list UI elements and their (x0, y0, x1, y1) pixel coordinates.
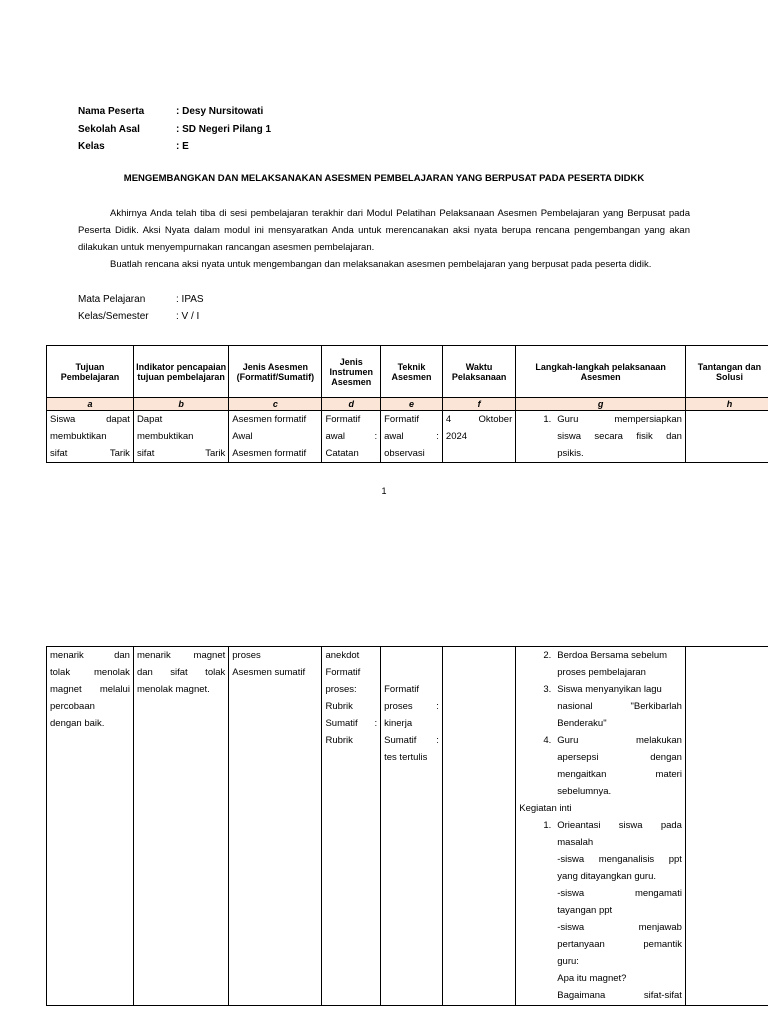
cell-line: mengaitkan materi (557, 769, 682, 780)
intro-paragraph (78, 205, 690, 273)
cell-c (229, 647, 322, 1006)
step-item (519, 817, 682, 1004)
cell-c (229, 411, 322, 463)
cell-line: -siswa mengamati (557, 888, 682, 899)
header-tujuan: Tujuan Pembelajaran (47, 346, 134, 398)
subject-value: : IPAS (176, 294, 204, 305)
info-label: Kelas (78, 141, 105, 152)
step-text (557, 647, 682, 681)
cell-line: Guru mempersiapkan (557, 414, 682, 425)
letter-d: d (322, 398, 381, 411)
cell-line: Formatif (325, 414, 361, 425)
step-text (557, 681, 682, 732)
step-text (557, 817, 682, 1004)
header-indikator: Indikator pencapaian tujuan pembelajaran (133, 346, 228, 398)
cell-line: nasional "Berkibarlah (557, 701, 682, 712)
cell-line: Siswa menyanyikan lagu (557, 684, 662, 695)
cell-line: Guru melakukan (557, 735, 682, 746)
participant-info (78, 103, 271, 156)
cell-line: Asesmen formatif (232, 414, 307, 425)
letter-row (47, 398, 768, 411)
section-label: Kegiatan inti (519, 803, 572, 814)
step-text (557, 732, 682, 800)
cell-line: proses (232, 650, 261, 661)
semester-label: Kelas/Semester (78, 311, 149, 322)
cell-line: tayangan ppt (557, 905, 613, 916)
cell-h (685, 411, 768, 463)
cell-line: observasi (384, 448, 425, 459)
asesmen-table-page2 (46, 646, 768, 1006)
cell-line: sebelumnya. (557, 786, 612, 797)
step-text (557, 411, 682, 462)
cell-line: sifat Tarik (136, 448, 226, 459)
cell-line: Rubrik (325, 701, 353, 712)
intro-p1: Akhirnya Anda telah tiba di sesi pembelajaran terakhir dari Modul Pelatihan Pelaksanaan Asesmen Pembelajaran yang Berpusat pada Peserta Didik. Aksi Nyata dalam modul ini mensyaratkan Anda untuk merencanakan aksi nyata berupa rencana pengembangan yang akan dilakukan untuk menyempurnakan rancangan asesmen pembelajaran. (78, 208, 690, 253)
step-number: 2. (543, 650, 552, 661)
info-value: : Desy Nursitowati (176, 106, 264, 117)
cell-g (516, 647, 686, 1006)
step-number: 3. (543, 684, 552, 695)
cell-f (442, 411, 515, 463)
info-label: Nama Peserta (78, 106, 145, 117)
subject-row (78, 291, 204, 308)
cell-line: dan sifat tolak (136, 667, 226, 678)
cell-line: membuktikan (136, 431, 194, 442)
cell-line: kinerja (384, 718, 413, 729)
header-jenis-asesmen: Jenis Asesmen (Formatif/Sumatif) (229, 346, 322, 398)
cell-line: pertanyaan pemantik (557, 939, 682, 950)
cell-line: Berdoa Bersama sebelum (557, 650, 668, 661)
table-row (47, 411, 768, 463)
semester-row (78, 308, 204, 325)
cell-line: menarik magnet (136, 650, 226, 661)
info-row-class (78, 138, 271, 156)
cell-line: -siswa menganalisis ppt (557, 854, 682, 865)
info-value: : E (176, 141, 189, 152)
info-row-name (78, 103, 271, 121)
table-row (47, 647, 768, 1006)
cell-d (322, 411, 381, 463)
semester-value: : V / I (176, 311, 200, 322)
header-tantangan: Tantangan dan Solusi (685, 346, 768, 398)
cell-b (133, 647, 228, 1006)
cell-line: apersepsi dengan (557, 752, 682, 763)
document-title: MENGEMBANGKAN DAN MELAKSANAKAN ASESMEN PEMBELAJARAN YANG BERPUSAT PADA PESERTA DIDKK (123, 173, 645, 184)
cell-line: awal : (325, 431, 378, 442)
cell-line: Dapat (136, 414, 163, 425)
cell-line: proses: (325, 684, 357, 695)
letter-h: h (685, 398, 768, 411)
cell-line: Siswa dapat (50, 414, 130, 425)
cell-line: Formatif (325, 667, 361, 678)
cell-a (47, 647, 134, 1006)
cell-line: Bagaimana sifat-sifat (557, 990, 682, 1001)
info-row-school (78, 121, 271, 139)
header-waktu: Waktu Pelaksanaan (442, 346, 515, 398)
letter-f: f (442, 398, 515, 411)
letter-b: b (133, 398, 228, 411)
cell-h (685, 647, 768, 1006)
info-value: : SD Negeri Pilang 1 (176, 123, 272, 135)
step-number: 4. (543, 735, 552, 746)
cell-line: yang ditayangkan guru. (557, 871, 657, 882)
info-label: Sekolah Asal (78, 123, 140, 135)
cell-line: tes tertulis (384, 752, 428, 763)
header-jenis-instrumen: Jenis Instrumen Asesmen (322, 346, 381, 398)
cell-line: Rubrik (325, 735, 353, 746)
cell-line: -siswa menjawab (557, 922, 682, 933)
cell-e (381, 411, 443, 463)
cell-line: Asesmen formatif (232, 448, 307, 459)
letter-e: e (381, 398, 443, 411)
cell-line: menarik dan (50, 650, 130, 661)
cell-line: Apa itu magnet? (557, 973, 627, 984)
cell-line: psikis. (557, 448, 584, 459)
cell-line: masalah (557, 837, 594, 848)
cell-line: dengan baik. (50, 718, 105, 729)
cell-line: Formatif (384, 414, 419, 425)
page-number: 1 (381, 486, 387, 496)
step-item (519, 732, 682, 800)
step-number: 1. (543, 414, 552, 425)
cell-line: Formatif (384, 684, 419, 695)
cell-line: Benderaku" (557, 718, 607, 729)
header-teknik: Teknik Asesmen (381, 346, 443, 398)
cell-line: tolak menolak (50, 667, 130, 678)
cell-line: awal : (384, 431, 439, 442)
cell-line: 4 Oktober (445, 414, 513, 425)
cell-line: sifat Tarik (50, 448, 130, 459)
cell-line: Sumatif : (384, 735, 439, 746)
cell-line: magnet melalui (50, 684, 130, 695)
letter-a: a (47, 398, 134, 411)
intro-p2: Buatlah rencana aksi nyata untuk mengembangan dan melaksanakan asesmen pembelajaran yang berpusat pada peserta didik. (110, 259, 652, 270)
cell-line: Catatan (325, 448, 359, 459)
subject-info (78, 291, 204, 325)
cell-g (516, 411, 686, 463)
step-item (519, 411, 682, 462)
cell-line: anekdot (325, 650, 360, 661)
cell-f (442, 647, 515, 1006)
cell-line: Orieantasi siswa pada (557, 820, 682, 831)
cell-d (322, 647, 381, 1006)
step-item (519, 681, 682, 732)
cell-line: menolak magnet. (136, 684, 210, 695)
letter-g: g (516, 398, 686, 411)
cell-a (47, 411, 134, 463)
cell-line: membuktikan (50, 431, 107, 442)
asesmen-table-page1 (46, 345, 768, 463)
cell-line: siswa secara fisik dan (557, 431, 682, 442)
cell-line: Asesmen sumatif (232, 667, 306, 678)
cell-line: Sumatif : (325, 718, 378, 729)
cell-e (381, 647, 443, 1006)
table-header-row (47, 346, 768, 398)
step-item (519, 647, 682, 681)
cell-b (133, 411, 228, 463)
header-langkah: Langkah-langkah pelaksanaan Asesmen (516, 346, 686, 398)
letter-c: c (229, 398, 322, 411)
cell-line: Awal (232, 431, 253, 442)
subject-label: Mata Pelajaran (78, 294, 146, 305)
cell-line: guru: (557, 956, 579, 967)
cell-line: proses pembelajaran (557, 667, 646, 678)
cell-line: percobaan (50, 701, 95, 712)
cell-line: 2024 (445, 431, 468, 442)
step-number: 1. (543, 820, 552, 831)
cell-line: proses : (384, 701, 439, 712)
